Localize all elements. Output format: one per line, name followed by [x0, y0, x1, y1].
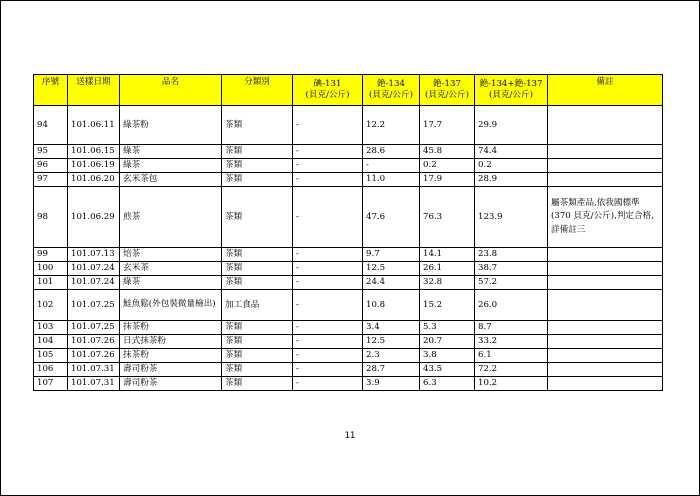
table-cell: 101.07.25: [68, 321, 120, 335]
table-cell: 6.1: [475, 349, 548, 363]
table-cell: 101.06.11: [68, 106, 120, 145]
table-cell: [548, 335, 663, 349]
table-row: [34, 187, 663, 248]
table-cell: 104: [34, 335, 68, 349]
table-cell: -: [293, 159, 363, 173]
table-cell: 3.8: [420, 349, 475, 363]
table-cell: -: [293, 377, 363, 391]
table-cell: 綠茶: [120, 159, 222, 173]
table-cell: [548, 276, 663, 290]
table-cell: 12.5: [363, 335, 420, 349]
table-cell: 102: [34, 290, 68, 321]
column-header: [363, 75, 420, 106]
table-cell: 101.06.19: [68, 159, 120, 173]
table-cell: 74.4: [475, 145, 548, 159]
column-header-label: 銫-134: [377, 79, 405, 90]
table-cell: 32.8: [420, 276, 475, 290]
table-cell: 101.07.31: [68, 377, 120, 391]
column-header-label: 序號: [41, 77, 60, 87]
table-cell: 3.9: [363, 377, 420, 391]
table-cell: -: [293, 276, 363, 290]
column-header-label: 品名: [161, 77, 180, 87]
table-cell: 茶類: [222, 321, 293, 335]
table-cell: 103: [34, 321, 68, 335]
table-cell: 5.3: [420, 321, 475, 335]
table-cell: 抹茶粉: [120, 349, 222, 363]
table-cell: 8.7: [475, 321, 548, 335]
column-header-unit: (貝克/公斤): [489, 90, 533, 100]
table-cell: 茶類: [222, 106, 293, 145]
table-cell: 玄米茶: [120, 262, 222, 276]
table-row: [34, 159, 663, 173]
table-cell: 加工食品: [222, 290, 293, 321]
table-cell: 茶類: [222, 145, 293, 159]
results-table: [33, 74, 663, 391]
table-cell: 10.2: [475, 377, 548, 391]
column-header: [475, 75, 548, 106]
column-header-label: 備註: [596, 77, 614, 87]
table-cell: 11.0: [363, 173, 420, 187]
table-cell: 17.7: [420, 106, 475, 145]
table-cell: -: [293, 349, 363, 363]
table-row: [34, 363, 663, 377]
table-cell: 茶類: [222, 363, 293, 377]
table-cell: 壽司粉茶: [120, 363, 222, 377]
table-cell: 屬茶類產品,依我國標準(370 貝克/公斤),判定合格,詳備註三: [548, 187, 663, 248]
table-cell: -: [293, 262, 363, 276]
table-cell: 茶類: [222, 173, 293, 187]
table-row: [34, 262, 663, 276]
table-cell: 壽司粉茶: [120, 377, 222, 391]
table-cell: -: [363, 159, 420, 173]
table-cell: 14.1: [420, 248, 475, 262]
table-cell: 101.06.29: [68, 187, 120, 248]
table-row: [34, 290, 663, 321]
table-cell: 94: [34, 106, 68, 145]
table-cell: 101.07.26: [68, 335, 120, 349]
header-row: [34, 75, 663, 106]
table-cell: [548, 159, 663, 173]
table-cell: 17.9: [420, 173, 475, 187]
table-cell: 33.2: [475, 335, 548, 349]
table-cell: -: [293, 363, 363, 377]
table-cell: 107: [34, 377, 68, 391]
table-cell: [548, 349, 663, 363]
table-cell: 72.2: [475, 363, 548, 377]
column-header-label: 銫-134+銫-137: [479, 79, 543, 90]
column-header: [420, 75, 475, 106]
table-cell: 茶類: [222, 159, 293, 173]
table-cell: 日式抹茶粉: [120, 335, 222, 349]
table-cell: 6.3: [420, 377, 475, 391]
table-cell: 101.06.15: [68, 145, 120, 159]
column-header: [120, 75, 222, 106]
table-cell: 煎茶: [120, 187, 222, 248]
table-cell: 茶類: [222, 262, 293, 276]
table-cell: [548, 106, 663, 145]
table-cell: 9.7: [363, 248, 420, 262]
table-row: [34, 276, 663, 290]
table-cell: 28.7: [363, 363, 420, 377]
table-cell: 97: [34, 173, 68, 187]
table-row: [34, 321, 663, 335]
table-cell: 鮭魚鬆(外包裝微量檢出): [120, 290, 222, 321]
column-header: [548, 75, 663, 106]
table-cell: -: [293, 321, 363, 335]
table-row: [34, 349, 663, 363]
table-row: [34, 145, 663, 159]
table-cell: -: [293, 290, 363, 321]
table-cell: 98: [34, 187, 68, 248]
table-cell: 105: [34, 349, 68, 363]
table-cell: -: [293, 106, 363, 145]
table-cell: 茶類: [222, 335, 293, 349]
table-row: [34, 106, 663, 145]
table-cell: 101.07.31: [68, 363, 120, 377]
table-cell: 茶類: [222, 276, 293, 290]
column-header-label: 送樣日期: [76, 77, 111, 87]
table-cell: 0.2: [420, 159, 475, 173]
table-cell: 106: [34, 363, 68, 377]
table-cell: 3.4: [363, 321, 420, 335]
table-cell: 95: [34, 145, 68, 159]
table-row: [34, 377, 663, 391]
table-cell: 玄米茶包: [120, 173, 222, 187]
table-cell: 45.8: [420, 145, 475, 159]
table-cell: 101.07.13: [68, 248, 120, 262]
table-cell: 綠茶: [120, 145, 222, 159]
table-cell: 29.9: [475, 106, 548, 145]
table-cell: [548, 377, 663, 391]
column-header-label: 銫-137: [433, 79, 461, 90]
table-cell: -: [293, 335, 363, 349]
table-cell: 57.2: [475, 276, 548, 290]
table-cell: -: [293, 173, 363, 187]
table-cell: -: [293, 248, 363, 262]
table-cell: 茶類: [222, 377, 293, 391]
table-cell: 123.9: [475, 187, 548, 248]
table-cell: 茶類: [222, 187, 293, 248]
table-cell: 抹茶粉: [120, 321, 222, 335]
table-cell: 茶類: [222, 349, 293, 363]
table-cell: 28.9: [475, 173, 548, 187]
table-cell: 23.8: [475, 248, 548, 262]
column-header: [68, 75, 120, 106]
table-cell: [548, 248, 663, 262]
table-cell: 20.7: [420, 335, 475, 349]
column-header-label: 分類別: [244, 77, 270, 87]
table-cell: 101.07.24: [68, 262, 120, 276]
table-cell: [548, 321, 663, 335]
column-header-unit: (貝克/公斤): [425, 90, 469, 100]
page-number: 11: [344, 431, 356, 441]
table-cell: 焙茶: [120, 248, 222, 262]
table-cell: [548, 290, 663, 321]
table-cell: 0.2: [475, 159, 548, 173]
table-cell: 100: [34, 262, 68, 276]
table-cell: 96: [34, 159, 68, 173]
table-cell: 26.0: [475, 290, 548, 321]
column-header: [34, 75, 68, 106]
table-cell: 101.07.25: [68, 290, 120, 321]
table-cell: [548, 363, 663, 377]
column-header: [293, 75, 363, 106]
table-cell: 101.06.20: [68, 173, 120, 187]
table-cell: 綠茶粉: [120, 106, 222, 145]
table-body: [34, 106, 663, 391]
table-row: [34, 248, 663, 262]
table-cell: [548, 145, 663, 159]
column-header-label: 碘-131: [313, 79, 342, 90]
table-cell: -: [293, 187, 363, 248]
table-cell: 38.7: [475, 262, 548, 276]
table-cell: 47.6: [363, 187, 420, 248]
table-cell: 99: [34, 248, 68, 262]
table-cell: 10.8: [363, 290, 420, 321]
table-row: [34, 335, 663, 349]
table-cell: 43.5: [420, 363, 475, 377]
table-cell: [548, 173, 663, 187]
table-cell: 12.5: [363, 262, 420, 276]
table-row: [34, 173, 663, 187]
table-cell: 2.3: [363, 349, 420, 363]
table-cell: 28.6: [363, 145, 420, 159]
table-cell: 26.1: [420, 262, 475, 276]
table-cell: 101: [34, 276, 68, 290]
column-header-unit: (貝克/公斤): [305, 90, 350, 100]
table-cell: 24.4: [363, 276, 420, 290]
table-cell: 12.2: [363, 106, 420, 145]
table-cell: 茶類: [222, 248, 293, 262]
table-cell: 綠茶: [120, 276, 222, 290]
table-cell: 101.07.26: [68, 349, 120, 363]
table-cell: 76.3: [420, 187, 475, 248]
table-cell: 15.2: [420, 290, 475, 321]
column-header-unit: (貝克/公斤): [369, 90, 413, 100]
table-cell: -: [293, 145, 363, 159]
table-cell: [548, 262, 663, 276]
column-header: [222, 75, 293, 106]
table-cell: 101.07.24: [68, 276, 120, 290]
